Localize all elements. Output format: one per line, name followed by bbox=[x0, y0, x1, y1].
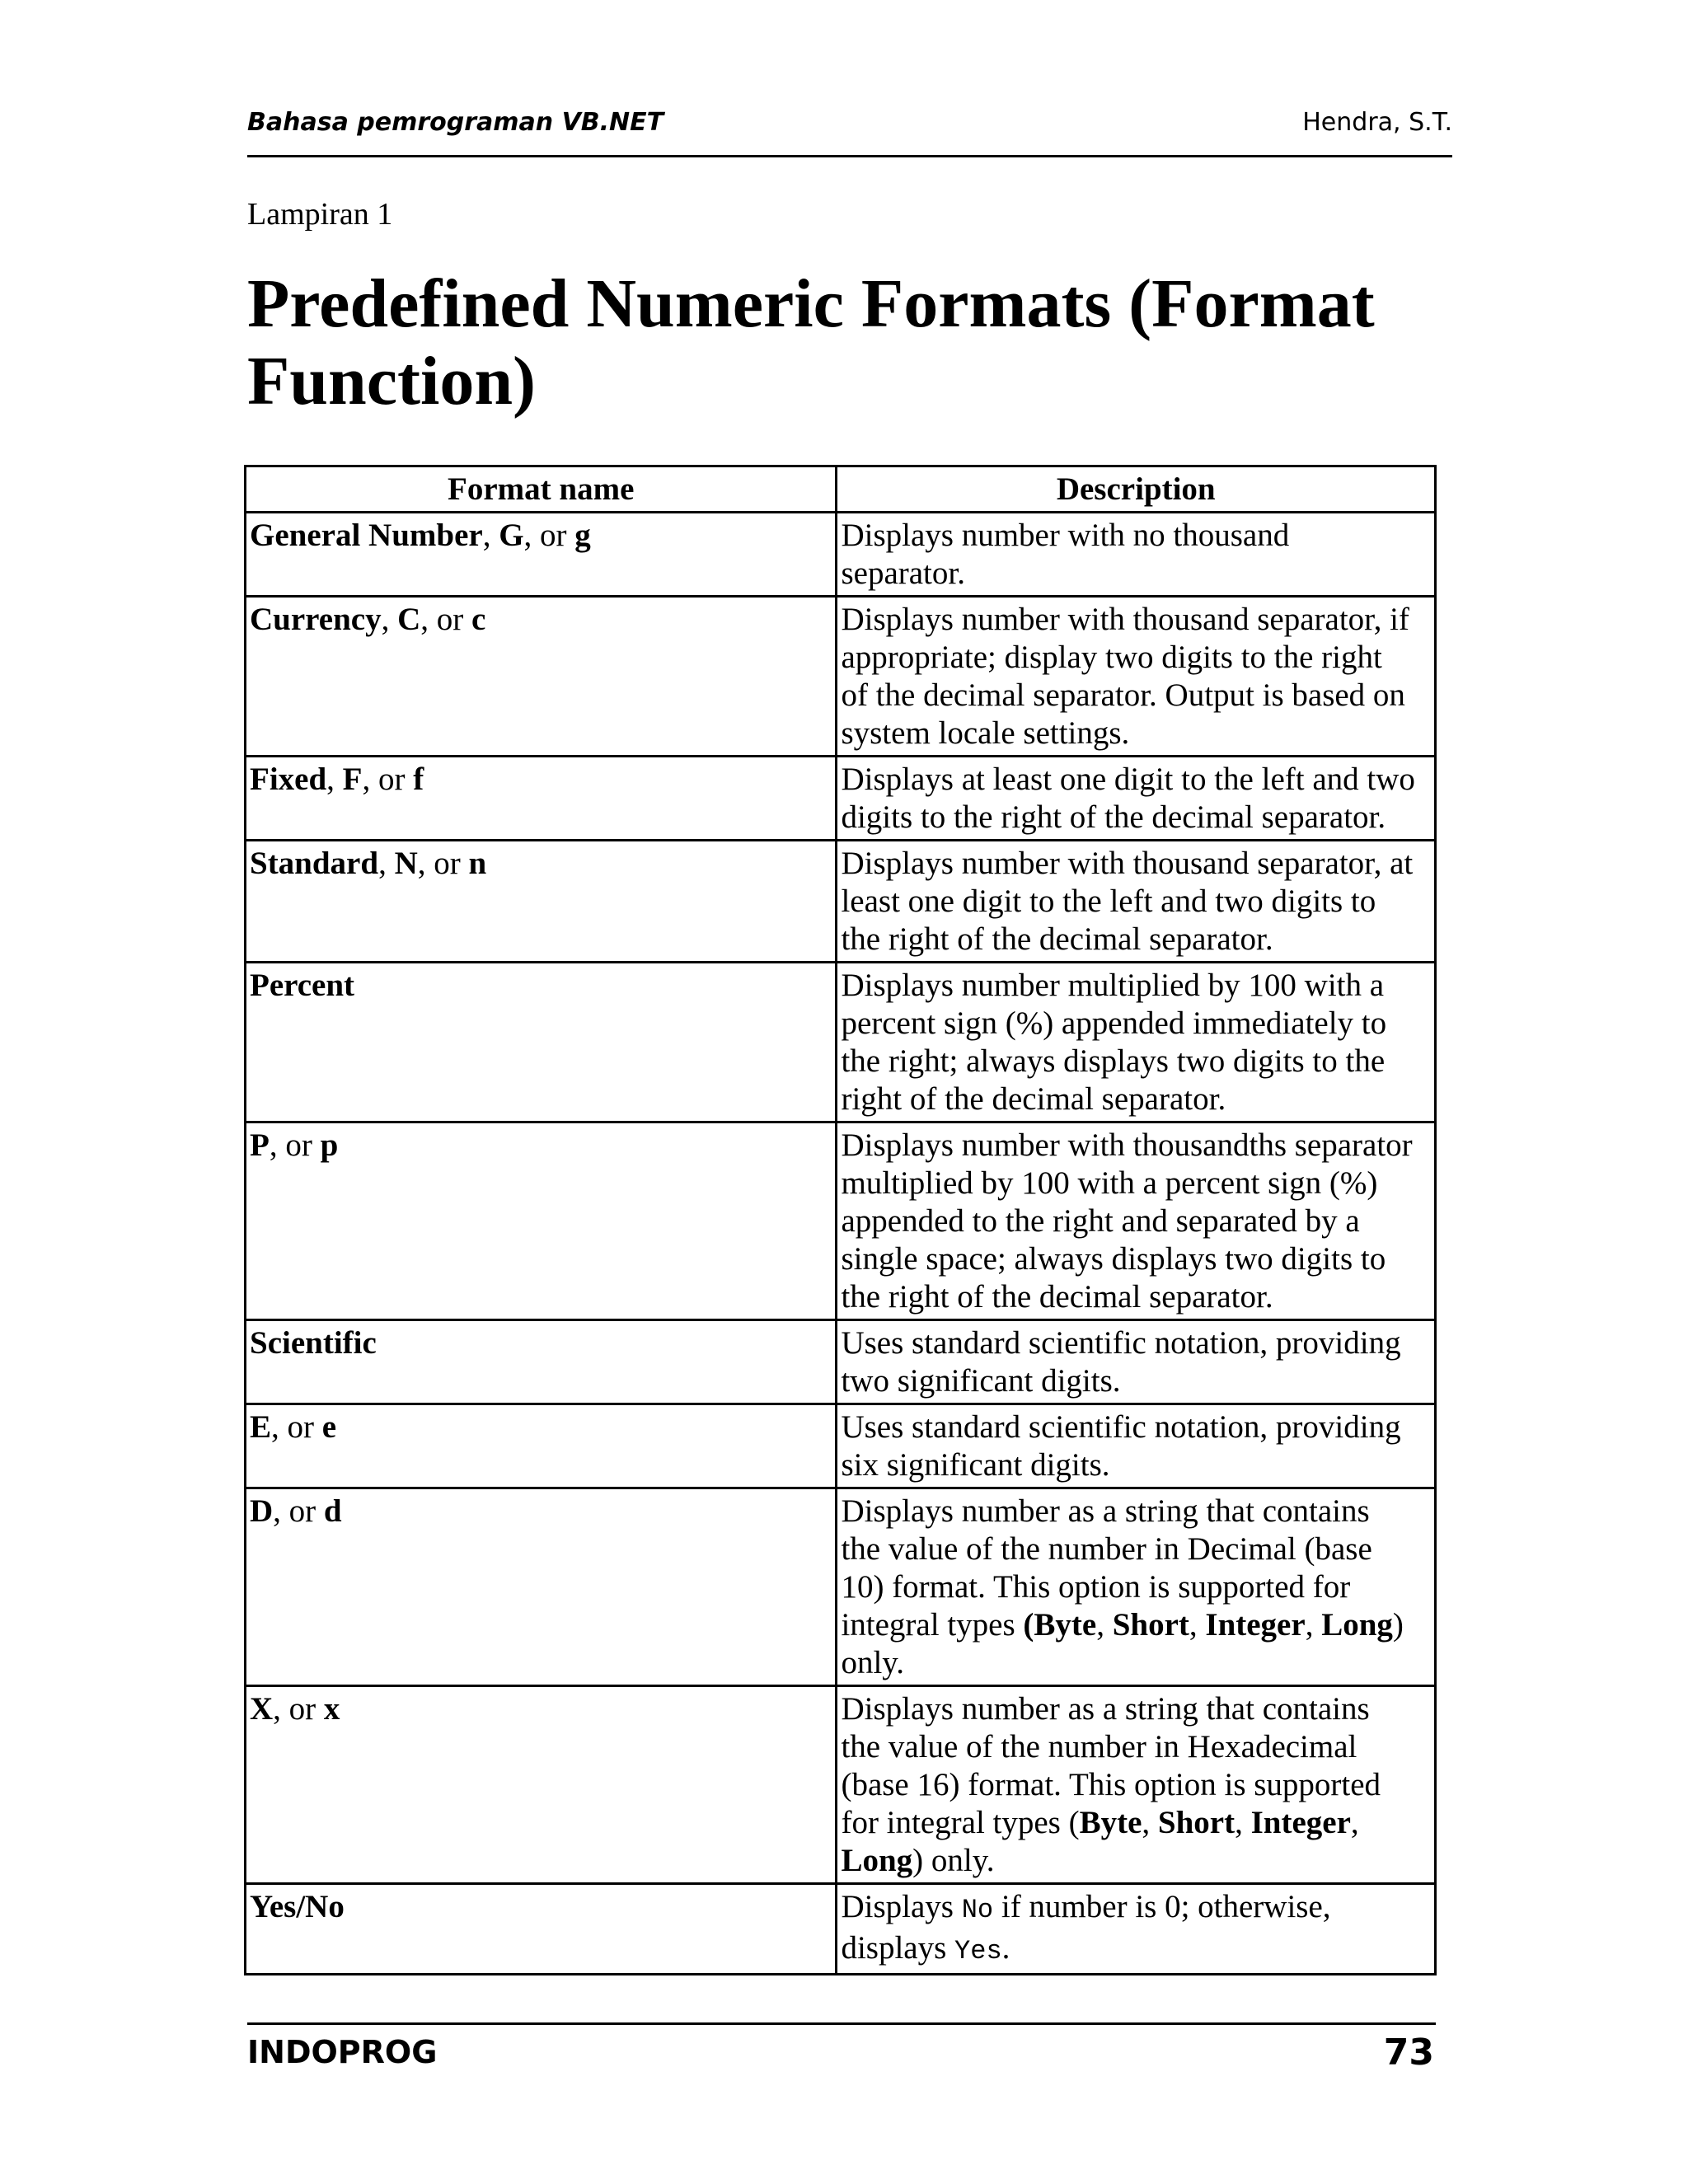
table-row bbox=[246, 963, 1436, 1122]
bold-text: g bbox=[574, 518, 591, 553]
bold-text: d bbox=[323, 1493, 342, 1529]
bold-text: E bbox=[250, 1409, 272, 1445]
text-run: Displays number with thousandths separator multiplied by 100 with a percent sign (%) appended to the right and separated by a single space; always displays two digits to the right of the decimal separator. bbox=[841, 1127, 1413, 1315]
format-name-cell bbox=[246, 1884, 837, 1975]
column-header-description: Description bbox=[837, 466, 1436, 513]
format-name-cell bbox=[246, 513, 837, 597]
table-row bbox=[246, 1404, 1436, 1488]
bold-text: N bbox=[394, 846, 418, 881]
page-footer bbox=[247, 2027, 1434, 2077]
bold-text: c bbox=[471, 602, 486, 637]
text-run: , or bbox=[420, 602, 472, 637]
description-cell bbox=[837, 1122, 1436, 1320]
page-header bbox=[247, 96, 1452, 137]
format-name-cell bbox=[246, 1122, 837, 1320]
description-cell bbox=[837, 1884, 1436, 1975]
code-text: No bbox=[961, 1895, 994, 1925]
bold-text: D bbox=[250, 1493, 274, 1529]
bold-text: p bbox=[320, 1127, 339, 1163]
table-header-row bbox=[246, 466, 1436, 513]
text-run: , or bbox=[523, 518, 575, 553]
column-header-format-name: Format name bbox=[246, 466, 837, 513]
table-row bbox=[246, 1686, 1436, 1884]
numeric-formats-table bbox=[244, 465, 1437, 1975]
bold-text: Long bbox=[1321, 1607, 1393, 1643]
text-run: if number is 0; otherwise, displays bbox=[841, 1889, 1331, 1966]
bold-text: Standard bbox=[250, 846, 379, 881]
text-run: Displays number as a string that contains the value of the number in Decimal (base 10) format. This option is supported for integral types bbox=[841, 1493, 1372, 1643]
text-run: , or bbox=[362, 762, 414, 797]
table-row bbox=[246, 1320, 1436, 1404]
bold-text: Integer bbox=[1250, 1805, 1351, 1840]
description-cell bbox=[837, 963, 1436, 1122]
text-run: Displays number as a string that contains the value of the number in Hexadecimal (base 16) format. This option is supported for integral types ( bbox=[841, 1691, 1381, 1840]
text-run: Displays number with thousand separator, if appropriate; display two digits to the right of the decimal separator. Output is based on system locale settings. bbox=[841, 602, 1409, 751]
bold-text: F bbox=[342, 762, 363, 797]
text-run: . bbox=[1001, 1930, 1010, 1966]
bold-text: C bbox=[397, 602, 421, 637]
author-name: Hendra, S.T. bbox=[1302, 108, 1452, 137]
text-run: , bbox=[1096, 1607, 1113, 1643]
table-row bbox=[246, 513, 1436, 597]
text-run: , or bbox=[273, 1493, 324, 1529]
format-name-cell bbox=[246, 597, 837, 757]
description-cell bbox=[837, 1686, 1436, 1884]
text-run: , or bbox=[417, 846, 469, 881]
table-body bbox=[246, 513, 1436, 1975]
text-run: , bbox=[381, 602, 398, 637]
text-run: Uses standard scientific notation, providing two significant digits. bbox=[841, 1325, 1401, 1399]
text-run: Displays bbox=[841, 1889, 962, 1924]
text-run: , bbox=[326, 762, 343, 797]
text-run: , bbox=[1142, 1805, 1158, 1840]
table-row bbox=[246, 841, 1436, 963]
bold-text: X bbox=[250, 1691, 274, 1727]
text-run: , bbox=[378, 846, 395, 881]
text-run: , or bbox=[271, 1409, 322, 1445]
description-cell bbox=[837, 1320, 1436, 1404]
bold-text: Short bbox=[1112, 1607, 1189, 1643]
text-run: , or bbox=[269, 1127, 321, 1163]
text-run: , bbox=[1235, 1805, 1251, 1840]
text-run: Displays number with thousand separator, at least one digit to the left and two digits to the right of the decimal separator. bbox=[841, 846, 1414, 957]
description-cell bbox=[837, 841, 1436, 963]
format-name-cell bbox=[246, 1686, 837, 1884]
book-title: Bahasa pemrograman VB.NET bbox=[247, 108, 664, 137]
text-run: ) only. bbox=[912, 1843, 995, 1878]
text-run: Displays at least one digit to the left and two digits to the right of the decimal separator. bbox=[841, 762, 1415, 835]
text-run: , bbox=[1305, 1607, 1322, 1643]
bold-text: Long bbox=[841, 1843, 913, 1878]
bold-text: Yes/No bbox=[250, 1889, 345, 1924]
bold-text: Currency bbox=[250, 602, 382, 637]
text-run: Uses standard scientific notation, providing six significant digits. bbox=[841, 1409, 1401, 1483]
bold-text: x bbox=[323, 1691, 340, 1727]
page-title: Predefined Numeric Formats (Format Function) bbox=[247, 265, 1375, 419]
description-cell bbox=[837, 597, 1436, 757]
bold-text: Fixed bbox=[250, 762, 327, 797]
table-row bbox=[246, 757, 1436, 841]
format-name-cell bbox=[246, 757, 837, 841]
format-name-cell bbox=[246, 841, 837, 963]
page-number: 73 bbox=[1383, 2031, 1434, 2074]
bold-text: Integer bbox=[1205, 1607, 1306, 1643]
bold-text: G bbox=[499, 518, 524, 553]
format-name-cell bbox=[246, 1320, 837, 1404]
description-cell bbox=[837, 1488, 1436, 1686]
text-run: Displays number multiplied by 100 with a percent sign (%) appended immediately to the right; always displays two digits to the right of the decimal separator. bbox=[841, 968, 1387, 1117]
header-rule bbox=[247, 155, 1452, 157]
text-run: ) only. bbox=[841, 1607, 1404, 1680]
bold-text: Byte bbox=[1079, 1805, 1142, 1840]
bold-text: f bbox=[413, 762, 424, 797]
table-row bbox=[246, 1488, 1436, 1686]
table-row bbox=[246, 597, 1436, 757]
bold-text: n bbox=[468, 846, 487, 881]
table-row bbox=[246, 1122, 1436, 1320]
format-name-cell bbox=[246, 1488, 837, 1686]
bold-text: Percent bbox=[250, 968, 355, 1003]
bold-text: Scientific bbox=[250, 1325, 377, 1361]
appendix-label: Lampiran 1 bbox=[247, 197, 393, 232]
description-cell bbox=[837, 1404, 1436, 1488]
format-name-cell bbox=[246, 1404, 837, 1488]
footer-rule bbox=[247, 2022, 1436, 2025]
bold-text: Short bbox=[1157, 1805, 1236, 1840]
text-run: , or bbox=[273, 1691, 324, 1727]
bold-text: e bbox=[321, 1409, 337, 1445]
bold-text: (Byte bbox=[1023, 1607, 1097, 1643]
bold-text: General Number bbox=[250, 518, 483, 553]
text-run: , bbox=[1189, 1607, 1206, 1643]
publisher-name: INDOPROG bbox=[247, 2034, 438, 2070]
code-text: Yes bbox=[954, 1936, 1002, 1966]
text-run: , bbox=[1350, 1805, 1359, 1840]
text-run: , bbox=[482, 518, 499, 553]
description-cell bbox=[837, 757, 1436, 841]
format-name-cell bbox=[246, 963, 837, 1122]
bold-text: P bbox=[250, 1127, 270, 1163]
text-run: Displays number with no thousand separator. bbox=[841, 518, 1290, 591]
table-row bbox=[246, 1884, 1436, 1975]
description-cell bbox=[837, 513, 1436, 597]
